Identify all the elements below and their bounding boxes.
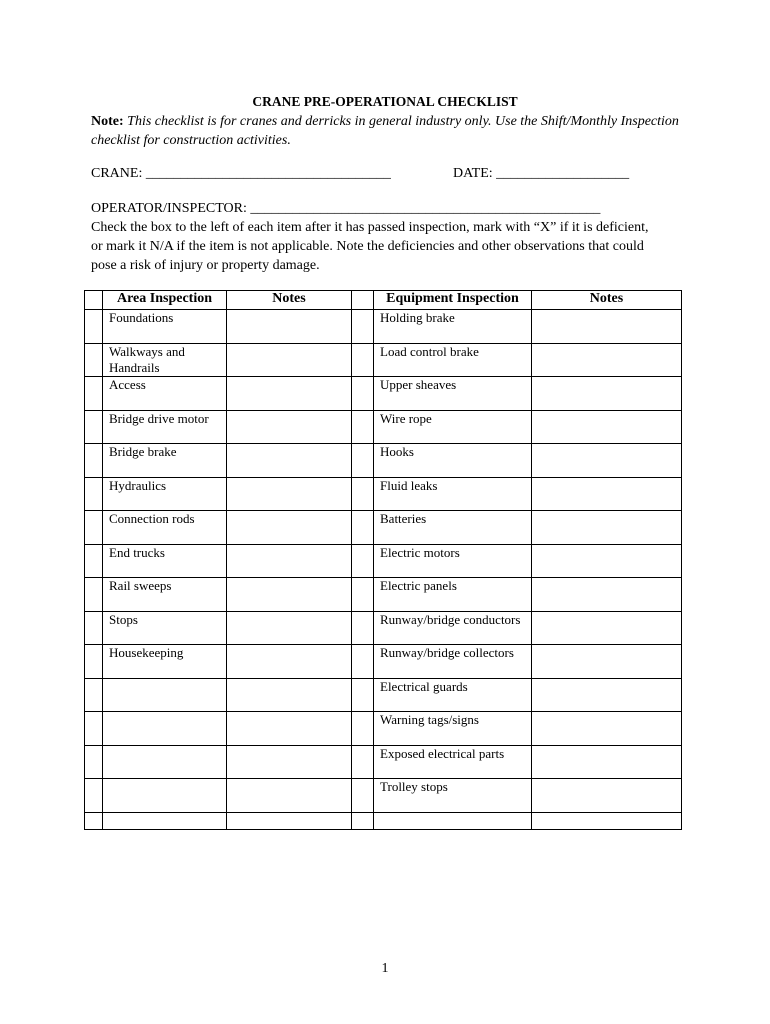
equipment-notes-cell[interactable]	[532, 511, 682, 545]
equipment-item: Electrical guards	[374, 678, 532, 712]
equipment-notes-cell[interactable]	[532, 544, 682, 578]
equipment-notes-cell[interactable]	[532, 444, 682, 478]
equipment-checkbox[interactable]	[352, 477, 374, 511]
equipment-checkbox[interactable]	[352, 544, 374, 578]
note-paragraph	[91, 112, 681, 150]
header-checkbox-equipment	[352, 291, 374, 310]
equipment-item: Hooks	[374, 444, 532, 478]
area-item	[103, 678, 227, 712]
area-checkbox[interactable]	[85, 310, 103, 344]
area-notes-cell[interactable]	[227, 745, 352, 779]
area-notes-cell[interactable]	[227, 511, 352, 545]
equipment-checkbox[interactable]	[352, 310, 374, 344]
date-field[interactable]	[453, 166, 629, 182]
date-blank[interactable]: ___________________	[496, 166, 630, 181]
operator-field[interactable]	[91, 201, 600, 217]
area-notes-cell[interactable]	[227, 779, 352, 813]
equipment-item: Trolley stops	[374, 779, 532, 813]
area-item: Connection rods	[103, 511, 227, 545]
table-row	[85, 812, 682, 829]
equipment-checkbox[interactable]	[352, 377, 374, 411]
equipment-checkbox[interactable]	[352, 812, 374, 829]
area-item: Hydraulics	[103, 477, 227, 511]
equipment-notes-cell[interactable]	[532, 578, 682, 612]
equipment-notes-cell[interactable]	[532, 645, 682, 679]
area-notes-cell[interactable]	[227, 477, 352, 511]
table-row	[85, 477, 682, 511]
table-row	[85, 444, 682, 478]
table-row	[85, 377, 682, 411]
area-item	[103, 745, 227, 779]
area-checkbox[interactable]	[85, 410, 103, 444]
area-notes-cell[interactable]	[227, 645, 352, 679]
equipment-item: Fluid leaks	[374, 477, 532, 511]
area-item: Bridge drive motor	[103, 410, 227, 444]
table-row	[85, 578, 682, 612]
equipment-checkbox[interactable]	[352, 410, 374, 444]
area-notes-cell[interactable]	[227, 343, 352, 377]
date-label: DATE:	[453, 166, 493, 181]
area-item: End trucks	[103, 544, 227, 578]
area-checkbox[interactable]	[85, 779, 103, 813]
equipment-item: Warning tags/signs	[374, 712, 532, 746]
note-text: This checklist is for cranes and derricks in general industry only. Use the Shift/Monthly Inspection checklist for construction activities.	[91, 114, 679, 148]
equipment-checkbox[interactable]	[352, 745, 374, 779]
equipment-checkbox[interactable]	[352, 444, 374, 478]
area-item: Bridge brake	[103, 444, 227, 478]
page-number: 1	[381, 961, 389, 976]
area-notes-cell[interactable]	[227, 444, 352, 478]
area-notes-cell[interactable]	[227, 678, 352, 712]
area-item: Rail sweeps	[103, 578, 227, 612]
equipment-item: Batteries	[374, 511, 532, 545]
equipment-item: Runway/bridge conductors	[374, 611, 532, 645]
area-checkbox[interactable]	[85, 745, 103, 779]
area-item: Access	[103, 377, 227, 411]
equipment-checkbox[interactable]	[352, 511, 374, 545]
area-notes-cell[interactable]	[227, 377, 352, 411]
equipment-notes-cell[interactable]	[532, 343, 682, 377]
equipment-notes-cell[interactable]	[532, 712, 682, 746]
crane-label: CRANE:	[91, 166, 143, 181]
area-item: Stops	[103, 611, 227, 645]
equipment-notes-cell[interactable]	[532, 477, 682, 511]
equipment-notes-cell[interactable]	[532, 678, 682, 712]
equipment-notes-cell[interactable]	[532, 410, 682, 444]
equipment-notes-cell[interactable]	[532, 310, 682, 344]
crane-field[interactable]	[91, 166, 391, 182]
table-row	[85, 343, 682, 377]
equipment-notes-cell[interactable]	[532, 377, 682, 411]
equipment-notes-cell[interactable]	[532, 611, 682, 645]
area-checkbox[interactable]	[85, 544, 103, 578]
header-equipment-notes: Notes	[532, 291, 682, 310]
area-notes-cell[interactable]	[227, 712, 352, 746]
equipment-item: Load control brake	[374, 343, 532, 377]
equipment-notes-cell[interactable]	[532, 812, 682, 829]
area-item: Walkways and Handrails	[103, 343, 227, 377]
page-title: CRANE PRE-OPERATIONAL CHECKLIST	[252, 94, 518, 109]
area-notes-cell[interactable]	[227, 611, 352, 645]
table-row	[85, 310, 682, 344]
equipment-item: Wire rope	[374, 410, 532, 444]
area-checkbox[interactable]	[85, 578, 103, 612]
area-checkbox[interactable]	[85, 377, 103, 411]
operator-label: OPERATOR/INSPECTOR:	[91, 201, 247, 216]
table-header-row	[85, 291, 682, 310]
area-item	[103, 779, 227, 813]
equipment-checkbox[interactable]	[352, 678, 374, 712]
equipment-checkbox[interactable]	[352, 645, 374, 679]
area-item: Housekeeping	[103, 645, 227, 679]
operator-blank[interactable]: __________________________________________________	[250, 201, 601, 216]
equipment-item: Holding brake	[374, 310, 532, 344]
table-row	[85, 645, 682, 679]
header-area-notes: Notes	[227, 291, 352, 310]
area-checkbox[interactable]	[85, 678, 103, 712]
area-notes-cell[interactable]	[227, 410, 352, 444]
area-checkbox[interactable]	[85, 511, 103, 545]
equipment-notes-cell[interactable]	[532, 745, 682, 779]
equipment-checkbox[interactable]	[352, 343, 374, 377]
instructions-paragraph: Check the box to the left of each item after it has passed inspection, mark with “X” if it is deficient, or mark it N/A if the item is not applicable. Note the deficiencies and other observations that could pose a risk of injury or property damage.	[91, 220, 649, 273]
equipment-item: Exposed electrical parts	[374, 745, 532, 779]
table-row	[85, 745, 682, 779]
equipment-item: Electric motors	[374, 544, 532, 578]
table-row	[85, 779, 682, 813]
area-item	[103, 812, 227, 829]
area-checkbox[interactable]	[85, 645, 103, 679]
checklist-table	[84, 290, 682, 830]
crane-blank[interactable]: ___________________________________	[145, 166, 391, 181]
area-checkbox[interactable]	[85, 712, 103, 746]
table-row	[85, 544, 682, 578]
equipment-checkbox[interactable]	[352, 578, 374, 612]
equipment-checkbox[interactable]	[352, 611, 374, 645]
area-notes-cell[interactable]	[227, 544, 352, 578]
header-equipment-inspection: Equipment Inspection	[374, 291, 532, 310]
area-item: Foundations	[103, 310, 227, 344]
equipment-notes-cell[interactable]	[532, 779, 682, 813]
area-checkbox[interactable]	[85, 444, 103, 478]
note-label: Note:	[91, 114, 124, 129]
table-row	[85, 678, 682, 712]
header-checkbox-area	[85, 291, 103, 310]
equipment-checkbox[interactable]	[352, 712, 374, 746]
table-row	[85, 712, 682, 746]
equipment-item: Runway/bridge collectors	[374, 645, 532, 679]
table-row	[85, 611, 682, 645]
area-notes-cell[interactable]	[227, 578, 352, 612]
area-notes-cell[interactable]	[227, 812, 352, 829]
area-notes-cell[interactable]	[227, 310, 352, 344]
area-checkbox[interactable]	[85, 343, 103, 377]
table-row	[85, 410, 682, 444]
equipment-item	[374, 812, 532, 829]
equipment-item: Upper sheaves	[374, 377, 532, 411]
area-checkbox[interactable]	[85, 812, 103, 829]
equipment-checkbox[interactable]	[352, 779, 374, 813]
table-row	[85, 511, 682, 545]
area-item	[103, 712, 227, 746]
area-checkbox[interactable]	[85, 477, 103, 511]
area-checkbox[interactable]	[85, 611, 103, 645]
equipment-item: Electric panels	[374, 578, 532, 612]
header-area-inspection: Area Inspection	[103, 291, 227, 310]
